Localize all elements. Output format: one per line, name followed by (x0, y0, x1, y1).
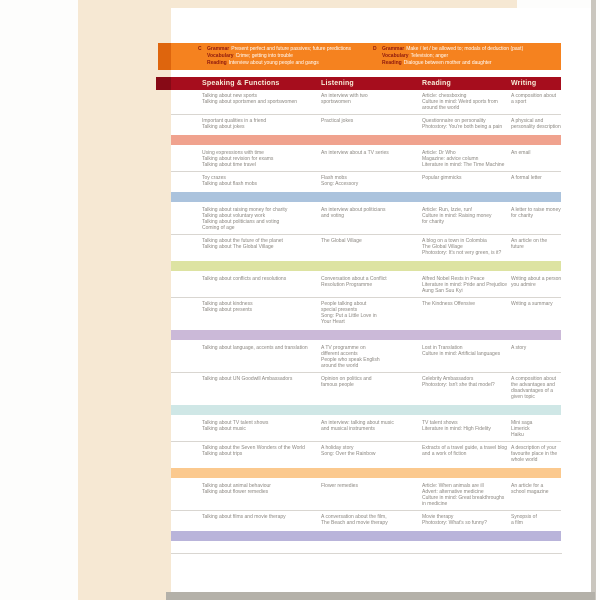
cell-line: Talking about revision for exams (202, 156, 274, 162)
cell-line: Talking about flash mobs (202, 181, 258, 187)
cell-reading (422, 301, 511, 325)
row-left-gutter (171, 150, 202, 168)
banner-section-c (198, 46, 373, 67)
cell-line: A composition about (511, 376, 557, 382)
cell-writing (511, 483, 561, 507)
column-header-writing: Writing (511, 80, 537, 87)
cell-line: An email (511, 150, 531, 156)
banner-text: Dialogue between mother and daughter (403, 60, 492, 66)
cell-line: Talking about music (202, 426, 246, 432)
cell-line: Movie therapy (422, 514, 454, 520)
row-left-gutter (171, 175, 202, 187)
banner-line (198, 53, 373, 60)
unit-divider-band (171, 468, 561, 478)
cell-line: Talking about flower remedies (202, 489, 269, 495)
cell-line: A composition about (511, 93, 557, 99)
cell-listening (321, 175, 422, 187)
cell-line: Talking about sportsmen and sportswomen (202, 99, 298, 105)
cell-line: Talking about TV talent shows (202, 420, 269, 426)
table-row (171, 441, 561, 466)
cell-line: Culture in mind: Weird sports from (422, 99, 498, 105)
table-row (171, 147, 561, 171)
table-row (171, 114, 561, 133)
banner-section-d (373, 46, 561, 67)
cell-line: Article: chessboxing (422, 93, 467, 99)
cell-line: Advert: alternative medicine (422, 489, 484, 495)
cell-line: Photostory: It's not very green, is it? (422, 250, 502, 256)
cell-listening (321, 345, 422, 369)
cell-line: Song: Over the Rainbow (321, 451, 376, 457)
cell-speaking (202, 276, 321, 294)
cell-speaking (202, 420, 321, 438)
cell-line: People talking about (321, 301, 367, 307)
cell-listening (321, 207, 422, 231)
cell-line: and musical instruments (321, 426, 375, 432)
cell-line: Writing a summary (511, 301, 553, 307)
banner-label: Vocabulary (207, 53, 234, 59)
cell-speaking (202, 150, 321, 168)
cell-line: Article: Dr Who (422, 150, 456, 156)
table-row (171, 297, 561, 328)
row-left-gutter (171, 207, 202, 231)
row-left-gutter (171, 118, 202, 130)
cell-line: The Beach and movie therapy (321, 520, 388, 526)
cell-listening (321, 93, 422, 111)
welcome-banner (158, 43, 561, 70)
unit-divider-band (171, 135, 561, 145)
cell-line: future (511, 244, 524, 250)
cell-line: Popular gimmicks (422, 175, 462, 181)
row-left-gutter (171, 420, 202, 438)
cell-line: for charity (511, 213, 533, 219)
cell-speaking (202, 118, 321, 130)
cell-line: Lost in Translation (422, 345, 463, 351)
column-header-bar (156, 77, 561, 90)
cell-speaking (202, 93, 321, 111)
table-row (171, 342, 561, 372)
cell-line: a sport (511, 99, 527, 105)
cell-writing (511, 118, 565, 130)
cell-listening (321, 276, 422, 294)
cell-listening (321, 238, 422, 256)
row-left-gutter (171, 276, 202, 294)
unit-letter: C (198, 46, 202, 52)
column-header-reading: Reading (422, 80, 452, 87)
cell-line: Coming of age (202, 225, 235, 231)
banner-label: Reading (207, 60, 227, 66)
row-left-gutter (171, 376, 202, 400)
cell-line: Flash mobs (321, 175, 347, 181)
cell-line: a film (511, 520, 523, 526)
unit-divider-band (171, 192, 561, 202)
cell-reading (422, 345, 511, 369)
row-left-gutter (171, 514, 202, 526)
column-header-listening: Listening (321, 80, 354, 87)
unit-divider-band (171, 405, 561, 415)
table-row (171, 171, 561, 190)
cell-line: An interview about a TV series (321, 150, 389, 156)
column-header-speaking: Speaking & Functions (202, 80, 280, 87)
footer-rule (171, 553, 562, 554)
cell-reading (422, 238, 511, 256)
cell-line: Literature in mind: Pride and Prejudice (422, 282, 508, 288)
table-row (171, 510, 561, 529)
cell-line: Photostory: Isn't she that model? (422, 382, 495, 388)
cell-line: People who speak English (321, 357, 380, 363)
cell-line: Talking about the future of the planet (202, 238, 283, 244)
banner-text: Present perfect and future passives; future predictions (231, 46, 352, 52)
cell-reading (422, 445, 511, 463)
cell-line: around the world (422, 105, 460, 111)
cell-line: Talking about voluntary work (202, 213, 266, 219)
table-row (171, 273, 561, 297)
row-left-gutter (171, 301, 202, 325)
cell-line: Limerick (511, 426, 530, 432)
cell-reading (422, 376, 511, 400)
cell-line: Song: Accessory (321, 181, 359, 187)
cell-reading (422, 276, 511, 294)
cell-line: the advantages and (511, 382, 555, 388)
banner-line (373, 53, 561, 60)
cell-line: Talking about films and movie therapy (202, 514, 286, 520)
cell-speaking (202, 514, 321, 526)
cell-writing (511, 238, 561, 256)
cell-line: An article for a (511, 483, 544, 489)
cell-line: Celebrity Ambassadors (422, 376, 474, 382)
cell-listening (321, 514, 422, 526)
cell-speaking (202, 376, 321, 400)
row-left-gutter (171, 93, 202, 111)
cell-line: Haiku (511, 432, 524, 438)
table-row (171, 234, 561, 259)
cell-speaking (202, 175, 321, 187)
cell-line: sportswomen (321, 99, 351, 105)
cell-line: and voting (321, 213, 345, 219)
cell-line: Talking about The Global Village (202, 244, 274, 250)
table-row (171, 372, 561, 403)
cell-line: Talking about presents (202, 307, 253, 313)
cell-line: Alfred Nobel Rests in Peace (422, 276, 485, 282)
cell-line: whole world (511, 457, 538, 463)
cell-line: Talking about time travel (202, 162, 256, 168)
cell-line: A TV programme on (321, 345, 366, 351)
cell-listening (321, 445, 422, 463)
row-left-gutter (171, 345, 202, 369)
cell-line: Practical jokes (321, 118, 354, 124)
cell-line: Talking about new sports (202, 93, 258, 99)
banner-text: Crime; getting into trouble (235, 53, 293, 59)
cell-writing (511, 376, 561, 400)
cell-speaking (202, 207, 321, 231)
banner-text: Make / let / be allowed to; modals of deduction (past) (406, 46, 524, 52)
cell-writing (511, 445, 561, 463)
table-row (171, 204, 561, 234)
cell-line: Resolution Programme (321, 282, 373, 288)
cell-line: Song: Put a Little Love in (321, 313, 377, 319)
cell-line: Writing about a person (511, 276, 562, 282)
cell-reading (422, 514, 511, 526)
cell-line: A conversation about the film, (321, 514, 387, 520)
row-left-gutter (171, 238, 202, 256)
cell-listening (321, 483, 422, 507)
cell-line: different accents (321, 351, 358, 357)
cell-line: A physical and (511, 118, 544, 124)
banner-columns (198, 46, 561, 67)
cell-line: personality description (511, 124, 561, 130)
unit-divider-band (171, 330, 561, 340)
cell-line: disadvantages of a (511, 388, 553, 394)
cell-speaking (202, 345, 321, 369)
cell-line: Photostory: What's so funny? (422, 520, 487, 526)
cell-line: The Global Village (422, 244, 463, 250)
cell-reading (422, 175, 511, 187)
cell-speaking (202, 238, 321, 256)
cell-reading (422, 207, 511, 231)
cell-line: Talking about animal behaviour (202, 483, 271, 489)
cell-line: An interview with two (321, 93, 368, 99)
cell-line: Culture in mind: Raising money (422, 213, 492, 219)
cell-line: favourite place in the (511, 451, 558, 457)
cell-line: Talking about jokes (202, 124, 245, 130)
unit-letter: D (373, 46, 377, 52)
cell-line: A holiday story (321, 445, 354, 451)
cell-line: Photostory: You're both being a pain (422, 124, 503, 130)
cell-listening (321, 118, 422, 130)
cell-reading (422, 420, 511, 438)
cell-line: given topic (511, 394, 535, 400)
cell-line: for charity (422, 219, 444, 225)
cell-line: An interview: talking about music (321, 420, 394, 426)
cell-line: Talking about raising money for charity (202, 207, 288, 213)
cell-line: A letter to raise money (511, 207, 561, 213)
cell-line: Your Heart (321, 319, 345, 325)
cell-listening (321, 150, 422, 168)
banner-line (198, 46, 373, 53)
cell-writing (511, 150, 561, 168)
banner-text: Television; anger (410, 53, 449, 59)
cell-line: Article: When animals are ill (422, 483, 484, 489)
cell-line: Opinion on politics and (321, 376, 372, 382)
cell-line: Culture in mind: Great breakthroughs (422, 495, 505, 501)
cell-line: TV talent shows (422, 420, 458, 426)
cell-line: The Kindness Offensive (422, 301, 475, 307)
page-right-edge (591, 0, 596, 600)
cell-line: Talking about language, accents and translation (202, 345, 308, 351)
cell-writing (511, 420, 561, 438)
cell-listening (321, 376, 422, 400)
cell-speaking (202, 483, 321, 507)
cell-speaking (202, 445, 321, 463)
cell-line: Talking about politicians and voting (202, 219, 280, 225)
cell-line: in medicine (422, 501, 448, 507)
cell-listening (321, 420, 422, 438)
banner-text: Interview about young people and gangs (228, 60, 319, 66)
banner-label: Reading (382, 60, 402, 66)
cell-line: Using expressions with time (202, 150, 264, 156)
cell-writing (511, 207, 565, 231)
cell-line: Talking about conflicts and resolutions (202, 276, 287, 282)
cell-line: A blog on a town in Colombia (422, 238, 487, 244)
cell-line: A description of your (511, 445, 557, 451)
cell-line: Extracts of a travel guide, a travel blog (422, 445, 508, 451)
cell-reading (422, 150, 511, 168)
page-bottom-edge (166, 592, 595, 600)
cell-line: An interview about politicians (321, 207, 386, 213)
page-content (171, 8, 591, 592)
banner-label: Grammar (207, 46, 230, 52)
row-left-gutter (171, 483, 202, 507)
header-edge-notch (156, 77, 171, 90)
cell-writing (511, 276, 565, 294)
cell-line: Talking about UN Goodwill Ambassadors (202, 376, 293, 382)
contents-table (171, 90, 561, 554)
banner-edge-notch (158, 43, 171, 70)
row-left-gutter (171, 445, 202, 463)
cell-line: Culture in mind: Artificial languages (422, 351, 501, 357)
cell-line: An article on the (511, 238, 548, 244)
cell-line: Mini saga (511, 420, 533, 426)
cell-line: Talking about the Seven Wonders of the World (202, 445, 305, 451)
cell-line: Flower remedies (321, 483, 358, 489)
cell-line: Toy crazes (202, 175, 226, 181)
cell-line: Conversation about a Conflict (321, 276, 387, 282)
banner-line (198, 60, 373, 67)
cell-line: and a work of fiction (422, 451, 467, 457)
table-row (171, 90, 561, 114)
cell-listening (321, 301, 422, 325)
table-row (171, 417, 561, 441)
unit-divider-band (171, 261, 561, 271)
cell-line: The Global Village (321, 238, 362, 244)
cell-line: Talking about kindness (202, 301, 253, 307)
cell-line: Article: Run, Izzie, run! (422, 207, 473, 213)
table-row (171, 480, 561, 510)
cell-line: Synopsis of (511, 514, 537, 520)
cell-line: A story (511, 345, 527, 351)
banner-label: Grammar (382, 46, 405, 52)
cell-writing (511, 514, 561, 526)
cell-writing (511, 93, 561, 111)
cell-line: Questionnaire on personality (422, 118, 486, 124)
cell-line: Literature in mind: High Fidelity (422, 426, 491, 432)
cell-writing (511, 175, 561, 187)
cell-line: special presents (321, 307, 358, 313)
cell-line: around the world (321, 363, 359, 369)
book-page (78, 0, 562, 600)
cell-line: Talking about trips (202, 451, 243, 457)
cell-writing (511, 345, 561, 369)
cell-line: school magazine (511, 489, 549, 495)
cell-line: you admire (511, 282, 536, 288)
cell-speaking (202, 301, 321, 325)
unit-divider-band (171, 531, 561, 541)
cell-reading (422, 93, 511, 111)
banner-line (373, 60, 561, 67)
cell-line: Aung San Suu Kyi (422, 288, 463, 294)
cell-line: Magazine: advice column (422, 156, 479, 162)
cell-line: Important qualities in a friend (202, 118, 267, 124)
cell-reading (422, 483, 511, 507)
cell-line: Literature in mind: The Time Machine (422, 162, 505, 168)
cell-line: famous people (321, 382, 354, 388)
cell-line: A formal letter (511, 175, 542, 181)
cell-writing (511, 301, 561, 325)
cell-reading (422, 118, 511, 130)
banner-label: Vocabulary (382, 53, 409, 59)
banner-line (373, 46, 561, 53)
